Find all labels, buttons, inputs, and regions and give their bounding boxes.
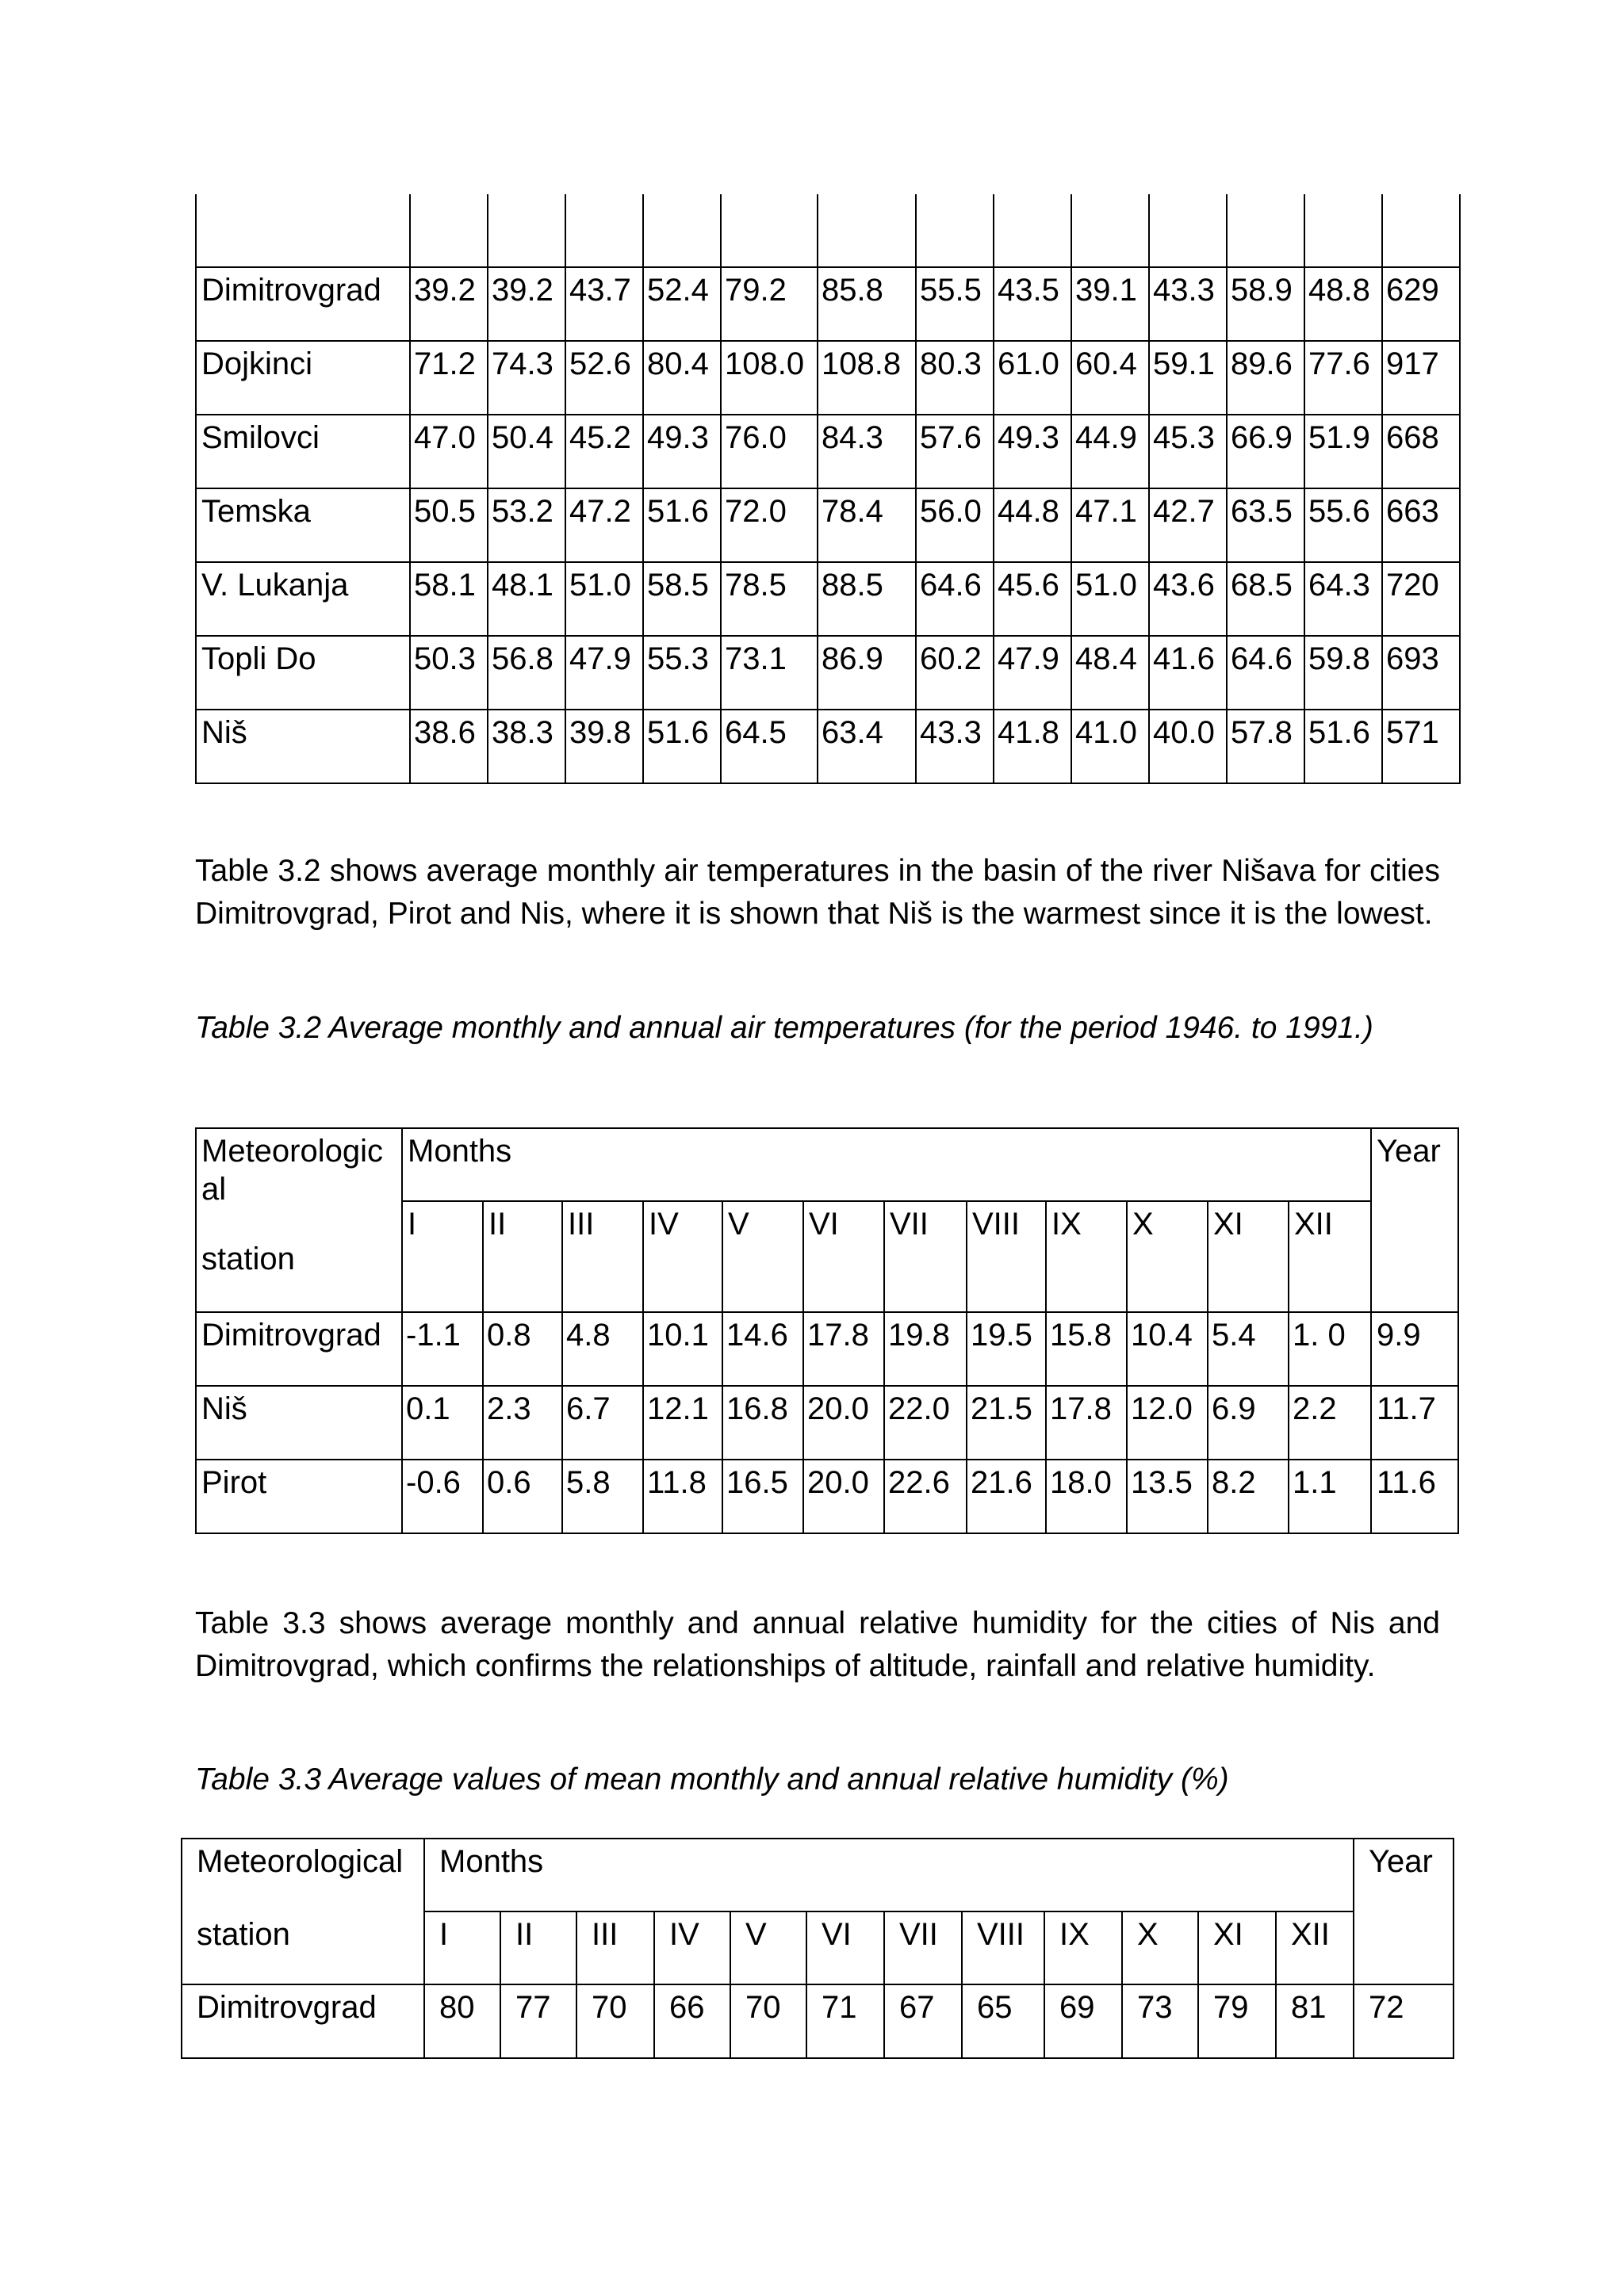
value-cell: 6.7: [562, 1386, 643, 1460]
value-cell: 67: [884, 1984, 962, 2058]
value-cell: 51.6: [643, 710, 721, 783]
value-cell: 917: [1382, 341, 1460, 415]
value-cell: 16.5: [722, 1460, 803, 1533]
table-row: [196, 1128, 1458, 1201]
value-cell: 50.3: [410, 636, 488, 710]
value-cell: 89.6: [1227, 341, 1304, 415]
value-cell: 39.2: [488, 267, 565, 341]
value-cell: 52.4: [643, 267, 721, 341]
value-cell: 58.1: [410, 562, 488, 636]
value-cell: 74.3: [488, 341, 565, 415]
station-cell: Pirot: [196, 1460, 402, 1533]
value-cell: 58.9: [1227, 267, 1304, 341]
value-cell: 78.5: [721, 562, 818, 636]
value-cell: 47.0: [410, 415, 488, 488]
month-header-cell: XI: [1198, 1911, 1276, 1984]
value-cell: 43.6: [1149, 562, 1227, 636]
value-cell: 17.8: [1046, 1386, 1127, 1460]
value-cell: 80: [424, 1984, 500, 2058]
paragraph-table-3-3-intro: Table 3.3 shows average monthly and annual relative humidity for the cities of Nis and Dimitrovgrad, which confirms the relationships of altitude, rainfall and relative humidity.: [195, 1606, 1440, 1683]
value-cell: 71.2: [410, 341, 488, 415]
table-row: [196, 1386, 1458, 1460]
station-cell: Dimitrovgrad: [182, 1984, 424, 2058]
table-row: [196, 562, 1460, 636]
table-row: [196, 636, 1460, 710]
value-cell: 50.4: [488, 415, 565, 488]
year-header: Year: [1354, 1839, 1454, 1984]
month-header-cell: IX: [1046, 1201, 1127, 1312]
month-header-cell: VI: [806, 1911, 884, 1984]
value-cell: 663: [1382, 488, 1460, 562]
caption-table-3-2: Table 3.2 Average monthly and annual air temperatures (for the period 1946. to 1991.): [195, 1011, 1373, 1045]
value-cell: 41.6: [1149, 636, 1227, 710]
value-cell: 64.3: [1304, 562, 1382, 636]
value-cell: 55.5: [916, 267, 994, 341]
value-cell: 81: [1276, 1984, 1354, 2058]
value-cell: 629: [1382, 267, 1460, 341]
value-cell: 60.4: [1071, 341, 1149, 415]
value-cell: 39.8: [565, 710, 643, 783]
temperature-table: [195, 1127, 1459, 1534]
value-cell: 14.6: [722, 1312, 803, 1386]
value-cell: 59.1: [1149, 341, 1227, 415]
value-cell: 44.8: [994, 488, 1071, 562]
station-header: Meteorologic al station: [196, 1128, 402, 1312]
value-cell: 73.1: [721, 636, 818, 710]
value-cell: 10.1: [643, 1312, 722, 1386]
value-cell: 2.2: [1289, 1386, 1371, 1460]
humidity-table: [181, 1838, 1454, 2059]
month-header-cell: II: [483, 1201, 562, 1312]
value-cell: 43.3: [916, 710, 994, 783]
value-cell: 53.2: [488, 488, 565, 562]
month-header-cell: IV: [643, 1201, 722, 1312]
month-header-cell: VII: [884, 1911, 962, 1984]
value-cell: 52.6: [565, 341, 643, 415]
value-cell: 61.0: [994, 341, 1071, 415]
value-cell: 77.6: [1304, 341, 1382, 415]
value-cell: 55.6: [1304, 488, 1382, 562]
paragraph-table-3-2-intro: Table 3.2 shows average monthly air temperatures in the basin of the river Nišava for cities Dimitrovgrad, Pirot and Nis, where it is shown that Niš is the warmest since it is the lowest.: [195, 854, 1440, 931]
value-cell: 80.4: [643, 341, 721, 415]
month-header-cell: V: [730, 1911, 806, 1984]
value-cell: 88.5: [818, 562, 916, 636]
value-cell: 47.1: [1071, 488, 1149, 562]
month-header-cell: XI: [1208, 1201, 1289, 1312]
year-cell: 11.6: [1371, 1460, 1458, 1533]
value-cell: 22.6: [884, 1460, 967, 1533]
value-cell: 51.6: [643, 488, 721, 562]
value-cell: 47.9: [994, 636, 1071, 710]
value-cell: 78.4: [818, 488, 916, 562]
value-cell: 5.8: [562, 1460, 643, 1533]
value-cell: 49.3: [643, 415, 721, 488]
value-cell: 59.8: [1304, 636, 1382, 710]
value-cell: 16.8: [722, 1386, 803, 1460]
table-row: [196, 267, 1460, 341]
value-cell: 19.5: [967, 1312, 1046, 1386]
value-cell: 38.3: [488, 710, 565, 783]
station-cell: Niš: [196, 1386, 402, 1460]
table-row: [196, 415, 1460, 488]
value-cell: 693: [1382, 636, 1460, 710]
value-cell: 51.0: [565, 562, 643, 636]
value-cell: 68.5: [1227, 562, 1304, 636]
value-cell: 58.5: [643, 562, 721, 636]
value-cell: 11.8: [643, 1460, 722, 1533]
value-cell: 51.0: [1071, 562, 1149, 636]
value-cell: 86.9: [818, 636, 916, 710]
table-row: [182, 1984, 1454, 2058]
value-cell: 60.2: [916, 636, 994, 710]
value-cell: 50.5: [410, 488, 488, 562]
value-cell: 66.9: [1227, 415, 1304, 488]
month-header-cell: X: [1122, 1911, 1198, 1984]
table-row: [196, 488, 1460, 562]
value-cell: 66: [654, 1984, 730, 2058]
value-cell: 40.0: [1149, 710, 1227, 783]
table-row: [182, 1839, 1454, 1911]
month-header-cell: IV: [654, 1911, 730, 1984]
table-row: [196, 1460, 1458, 1533]
value-cell: 10.4: [1127, 1312, 1208, 1386]
value-cell: 1.1: [1289, 1460, 1371, 1533]
value-cell: 79: [1198, 1984, 1276, 2058]
month-header-cell: I: [402, 1201, 483, 1312]
value-cell: 64.6: [916, 562, 994, 636]
station-cell: Topli Do: [196, 636, 410, 710]
value-cell: 51.9: [1304, 415, 1382, 488]
year-header: Year: [1371, 1128, 1458, 1312]
value-cell: 63.4: [818, 710, 916, 783]
value-cell: 17.8: [803, 1312, 884, 1386]
table-row: [196, 710, 1460, 783]
value-cell: 79.2: [721, 267, 818, 341]
station-header: Meteorological station: [182, 1839, 424, 1984]
month-header-cell: III: [576, 1911, 654, 1984]
value-cell: 15.8: [1046, 1312, 1127, 1386]
months-header: Months: [424, 1839, 1354, 1911]
month-header-cell: VI: [803, 1201, 884, 1312]
value-cell: 80.3: [916, 341, 994, 415]
value-cell: 0.8: [483, 1312, 562, 1386]
value-cell: 55.3: [643, 636, 721, 710]
value-cell: 48.4: [1071, 636, 1149, 710]
value-cell: 41.8: [994, 710, 1071, 783]
station-cell: Smilovci: [196, 415, 410, 488]
value-cell: 20.0: [803, 1460, 884, 1533]
month-header-cell: VII: [884, 1201, 967, 1312]
value-cell: 57.6: [916, 415, 994, 488]
value-cell: 21.6: [967, 1460, 1046, 1533]
value-cell: 0.1: [402, 1386, 483, 1460]
value-cell: 48.8: [1304, 267, 1382, 341]
value-cell: 63.5: [1227, 488, 1304, 562]
value-cell: 1. 0: [1289, 1312, 1371, 1386]
month-header-cell: XII: [1276, 1911, 1354, 1984]
value-cell: 6.9: [1208, 1386, 1289, 1460]
value-cell: 51.6: [1304, 710, 1382, 783]
month-header-cell: V: [722, 1201, 803, 1312]
value-cell: 43.5: [994, 267, 1071, 341]
value-cell: 72.0: [721, 488, 818, 562]
value-cell: 70: [576, 1984, 654, 2058]
value-cell: 64.6: [1227, 636, 1304, 710]
value-cell: 84.3: [818, 415, 916, 488]
value-cell: 18.0: [1046, 1460, 1127, 1533]
caption-table-3-3: Table 3.3 Average values of mean monthly and annual relative humidity (%): [195, 1762, 1229, 1797]
month-header-cell: XII: [1289, 1201, 1371, 1312]
value-cell: 668: [1382, 415, 1460, 488]
value-cell: 85.8: [818, 267, 916, 341]
value-cell: 65: [962, 1984, 1044, 2058]
month-header-cell: IX: [1044, 1911, 1122, 1984]
value-cell: 39.1: [1071, 267, 1149, 341]
value-cell: -1.1: [402, 1312, 483, 1386]
value-cell: 45.3: [1149, 415, 1227, 488]
value-cell: 57.8: [1227, 710, 1304, 783]
value-cell: 41.0: [1071, 710, 1149, 783]
value-cell: 720: [1382, 562, 1460, 636]
value-cell: 64.5: [721, 710, 818, 783]
value-cell: 22.0: [884, 1386, 967, 1460]
precipitation-table: [195, 194, 1461, 784]
value-cell: 47.2: [565, 488, 643, 562]
value-cell: 49.3: [994, 415, 1071, 488]
year-cell: 11.7: [1371, 1386, 1458, 1460]
station-cell: Temska: [196, 488, 410, 562]
value-cell: 21.5: [967, 1386, 1046, 1460]
value-cell: 77: [500, 1984, 576, 2058]
value-cell: 0.6: [483, 1460, 562, 1533]
value-cell: 19.8: [884, 1312, 967, 1386]
month-header-cell: III: [562, 1201, 643, 1312]
value-cell: 38.6: [410, 710, 488, 783]
value-cell: 8.2: [1208, 1460, 1289, 1533]
value-cell: 70: [730, 1984, 806, 2058]
value-cell: 43.3: [1149, 267, 1227, 341]
station-cell: Dimitrovgrad: [196, 267, 410, 341]
year-cell: 9.9: [1371, 1312, 1458, 1386]
value-cell: 43.7: [565, 267, 643, 341]
value-cell: 42.7: [1149, 488, 1227, 562]
value-cell: 571: [1382, 710, 1460, 783]
value-cell: 45.2: [565, 415, 643, 488]
value-cell: 76.0: [721, 415, 818, 488]
month-header-cell: I: [424, 1911, 500, 1984]
table-row: [196, 1312, 1458, 1386]
year-cell: 72: [1354, 1984, 1454, 2058]
value-cell: 56.8: [488, 636, 565, 710]
station-cell: V. Lukanja: [196, 562, 410, 636]
value-cell: 45.6: [994, 562, 1071, 636]
station-cell: Dojkinci: [196, 341, 410, 415]
month-header-cell: VIII: [967, 1201, 1046, 1312]
table-row-header-remnant: [196, 194, 1460, 267]
months-header: Months: [402, 1128, 1371, 1201]
value-cell: 4.8: [562, 1312, 643, 1386]
value-cell: 13.5: [1127, 1460, 1208, 1533]
value-cell: 48.1: [488, 562, 565, 636]
value-cell: 69: [1044, 1984, 1122, 2058]
month-header-cell: II: [500, 1911, 576, 1984]
value-cell: 56.0: [916, 488, 994, 562]
value-cell: 47.9: [565, 636, 643, 710]
value-cell: -0.6: [402, 1460, 483, 1533]
value-cell: 73: [1122, 1984, 1198, 2058]
month-header-cell: X: [1127, 1201, 1208, 1312]
station-cell: Dimitrovgrad: [196, 1312, 402, 1386]
month-header-cell: VIII: [962, 1911, 1044, 1984]
value-cell: 5.4: [1208, 1312, 1289, 1386]
value-cell: 39.2: [410, 267, 488, 341]
table-row: [196, 341, 1460, 415]
value-cell: 44.9: [1071, 415, 1149, 488]
value-cell: 12.1: [643, 1386, 722, 1460]
value-cell: 108.0: [721, 341, 818, 415]
value-cell: 20.0: [803, 1386, 884, 1460]
value-cell: 108.8: [818, 341, 916, 415]
station-cell: Niš: [196, 710, 410, 783]
value-cell: 12.0: [1127, 1386, 1208, 1460]
value-cell: 71: [806, 1984, 884, 2058]
value-cell: 2.3: [483, 1386, 562, 1460]
